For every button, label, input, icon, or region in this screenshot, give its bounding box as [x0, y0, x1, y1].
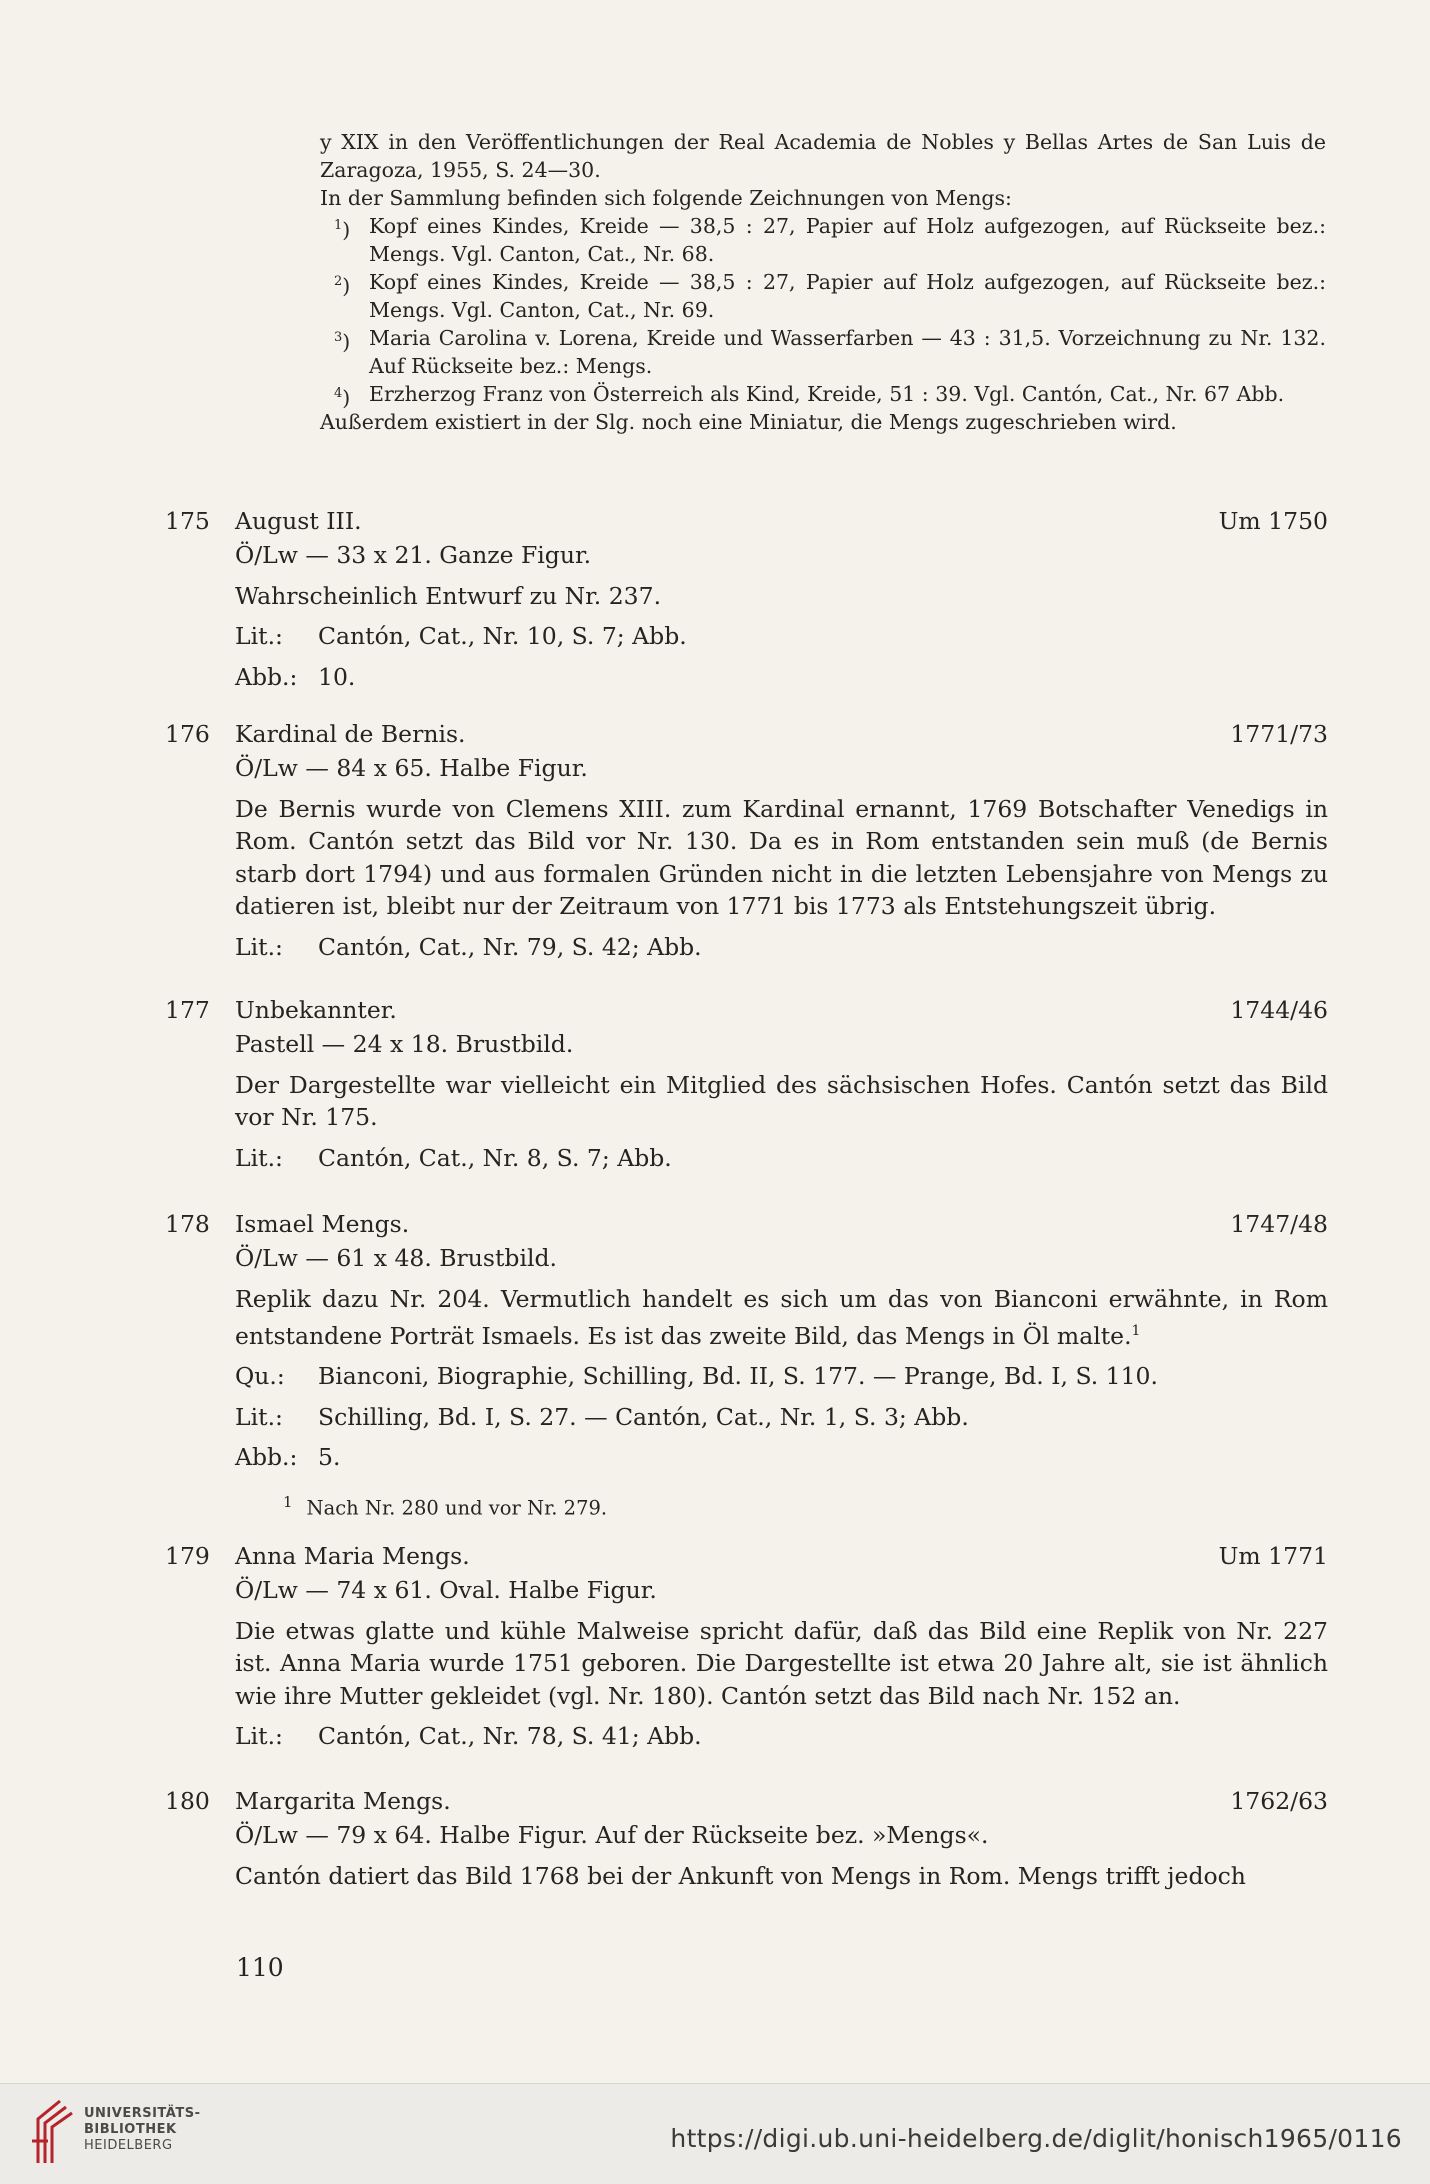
entry-number: 175 [165, 507, 210, 535]
entry-text-body: Replik dazu Nr. 204. Vermutlich handelt es sich um das von Bianconi erwähnte, in Rom entstandene Porträt Ismaels. Es ist das zweite Bild, das Mengs in Öl malte. [235, 1284, 1328, 1350]
entry-text: Wahrscheinlich Entwurf zu Nr. 237. [235, 581, 662, 610]
entry-illustration [235, 1441, 1328, 1474]
entry-text [235, 1283, 1328, 1353]
lit-text: Cantón, Cat., Nr. 78, S. 41; Abb. [318, 1722, 702, 1750]
catalogue-entry-180 [165, 1785, 1328, 1892]
catalogue-entry-175 [165, 505, 1328, 693]
entry-text: De Bernis wurde von Clemens XIII. zum Kardinal ernannt, 1769 Botschafter Venedigs in Rom. Cantón setzt das Bild vor Nr. 130. Da es in Rom entstanden sein muß (de Bernis starb dort 1794) und aus formalen Gründen nicht in die letzten Lebensjahre von Mengs zu datieren ist, bleibt nur der Zeitraum von 1771 bis 1773 als Entstehungszeit übrig. [235, 794, 1328, 920]
entry-date: Um 1750 [1218, 507, 1328, 535]
lit-label: Lit.: [235, 1143, 283, 1172]
note-number: 4 [334, 386, 343, 401]
entry-title: Unbekannter. [235, 996, 397, 1024]
lit-label: Lit.: [235, 1402, 283, 1431]
entry-literature [235, 620, 1328, 653]
entry-literature [235, 1401, 1328, 1434]
library-line-3: HEIDELBERG [84, 2138, 173, 2153]
library-name [84, 2106, 200, 2154]
note-text: Kopf eines Kindes, Kreide — 38,5 : 27, Papier auf Holz aufgezogen, auf Rückseite bez.: Mengs. Vgl. Canton, Cat., Nr. 68. [369, 214, 1326, 266]
footnote-reference: 1 [1131, 1323, 1141, 1339]
lit-label: Lit.: [235, 932, 283, 961]
ub-heidelberg-logo-icon [30, 2097, 74, 2167]
note-number: 1 [334, 218, 343, 233]
entry-literature [235, 931, 1328, 964]
entry-literature [235, 1720, 1328, 1753]
catalogue-entry-176 [165, 718, 1328, 963]
entry-literature [235, 1142, 1328, 1175]
lit-text: Cantón, Cat., Nr. 8, S. 7; Abb. [318, 1143, 672, 1172]
lit-label: Lit.: [235, 622, 283, 650]
abb-text: 5. [318, 1443, 341, 1472]
library-line-2: BIBLIOTHEK [84, 2122, 177, 2137]
drawing-note-1: $^1$) Kopf eines Kindes, Kreide — 38,5 : 27, Papier auf Holz aufgezogen, auf Rückseite bez.: Mengs. Vgl. Canton, Cat., Nr. 68. [334, 214, 1326, 266]
note-number: 3 [334, 330, 343, 345]
entry-medium: Pastell — 24 x 18. Brustbild. [235, 1030, 574, 1058]
note-number: 2 [334, 274, 343, 289]
entry-illustration [235, 661, 1328, 694]
entry-medium: Ö/Lw — 74 x 61. Oval. Halbe Figur. [235, 1576, 657, 1604]
entry-title: Anna Maria Mengs. [235, 1542, 470, 1570]
entry-number: 179 [165, 1542, 210, 1570]
catalogue-entry-179 [165, 1540, 1328, 1753]
abb-text: 10. [318, 662, 356, 691]
entry-date: 1744/46 [1230, 996, 1328, 1024]
page-number: 110 [236, 1953, 284, 1982]
entry-number: 178 [165, 1210, 210, 1238]
entry-number: 180 [165, 1787, 210, 1815]
abb-label: Abb.: [235, 662, 298, 691]
entry-medium: Ö/Lw — 84 x 65. Halbe Figur. [235, 754, 588, 782]
lit-text: Cantón, Cat., Nr. 79, S. 42; Abb. [318, 932, 702, 961]
intro-lead: In der Sammlung befinden sich folgende Zeichnungen von Mengs: [320, 186, 1012, 210]
entry-date: 1771/73 [1230, 720, 1328, 748]
permalink-url[interactable]: https://digi.ub.uni-heidelberg.de/diglit/honisch1965/0116 [670, 2124, 1402, 2153]
entry-text: Der Dargestellte war vielleicht ein Mitglied des sächsischen Hofes. Cantón setzt das Bild vor Nr. 175. [235, 1070, 1328, 1131]
footnote [283, 1486, 1328, 1525]
entry-number: 176 [165, 720, 210, 748]
intro-closing: Außerdem existiert in der Slg. noch eine Miniatur, die Mengs zugeschrieben wird. [320, 410, 1177, 434]
entry-medium: Ö/Lw — 33 x 21. Ganze Figur. [235, 541, 592, 569]
entry-date: Um 1771 [1218, 1542, 1328, 1570]
intro-text: y XIX in den Veröffentlichungen der Real Academia de Nobles y Bellas Artes de San Luis de Zaragoza, 1955, S. 24—30. [320, 130, 1326, 182]
abb-label: Abb.: [235, 1443, 298, 1472]
lit-label: Lit.: [235, 1722, 283, 1750]
entry-medium: Ö/Lw — 79 x 64. Halbe Figur. Auf der Rückseite bez. »Mengs«. [235, 1821, 989, 1849]
note-text: Maria Carolina v. Lorena, Kreide und Wasserfarben — 43 : 31,5. Vorzeichnung zu Nr. 132. Auf Rückseite bez.: Mengs. [369, 326, 1326, 378]
footnote-mark: 1 [283, 1492, 293, 1511]
entry-number: 177 [165, 996, 210, 1024]
entry-title: August III. [235, 507, 362, 535]
entry-text: Cantón datiert das Bild 1768 bei der Ankunft von Mengs in Rom. Mengs trifft jedoch [235, 1861, 1246, 1890]
intro-block [320, 128, 1326, 436]
drawing-note-4: $^4$) Erzherzog Franz von Österreich als Kind, Kreide, 51 : 39. Vgl. Cantón, Cat., Nr. 67 Abb. [334, 382, 1285, 410]
drawing-note-2: $^2$) Kopf eines Kindes, Kreide — 38,5 : 27, Papier auf Holz aufgezogen, auf Rückseite bez.: Mengs. Vgl. Canton, Cat., Nr. 69. [334, 270, 1326, 322]
entry-date: 1747/48 [1230, 1210, 1328, 1238]
catalogue-entry-178 [165, 1208, 1328, 1525]
qu-label: Qu.: [235, 1362, 285, 1391]
entry-date: 1762/63 [1230, 1787, 1328, 1815]
entry-sources [235, 1360, 1328, 1393]
entry-title: Ismael Mengs. [235, 1210, 410, 1238]
catalogue-entry-177 [165, 994, 1328, 1174]
note-text: Kopf eines Kindes, Kreide — 38,5 : 27, Papier auf Holz aufgezogen, auf Rückseite bez.: Mengs. Vgl. Canton, Cat., Nr. 69. [369, 270, 1326, 322]
footnote-text: Nach Nr. 280 und vor Nr. 279. [306, 1496, 608, 1520]
library-line-1: UNIVERSITÄTS- [84, 2106, 201, 2121]
entry-title: Margarita Mengs. [235, 1787, 451, 1815]
entry-title: Kardinal de Bernis. [235, 720, 466, 748]
lit-text: Cantón, Cat., Nr. 10, S. 7; Abb. [318, 622, 687, 650]
drawing-note-3: $^3$) Maria Carolina v. Lorena, Kreide und Wasserfarben — 43 : 31,5. Vorzeichnung zu Nr. 132. Auf Rückseite bez.: Mengs. [334, 326, 1326, 378]
lit-text: Schilling, Bd. I, S. 27. — Cantón, Cat., Nr. 1, S. 3; Abb. [318, 1402, 969, 1431]
qu-text: Bianconi, Biographie, Schilling, Bd. II, S. 177. — Prange, Bd. I, S. 110. [318, 1362, 1158, 1391]
note-text: Erzherzog Franz von Österreich als Kind, Kreide, 51 : 39. Vgl. Cantón, Cat., Nr. 67 Abb. [369, 382, 1285, 406]
entry-medium: Ö/Lw — 61 x 48. Brustbild. [235, 1244, 558, 1272]
entry-text: Die etwas glatte und kühle Malweise spricht dafür, daß das Bild eine Replik von Nr. 227 ist. Anna Maria wurde 1751 geboren. Die Dargestellte ist etwa 20 Jahre alt, sie ist ähnlich wie ihre Mutter gekleidet (vgl. Nr. 180). Cantón setzt das Bild nach Nr. 152 an. [235, 1616, 1328, 1710]
